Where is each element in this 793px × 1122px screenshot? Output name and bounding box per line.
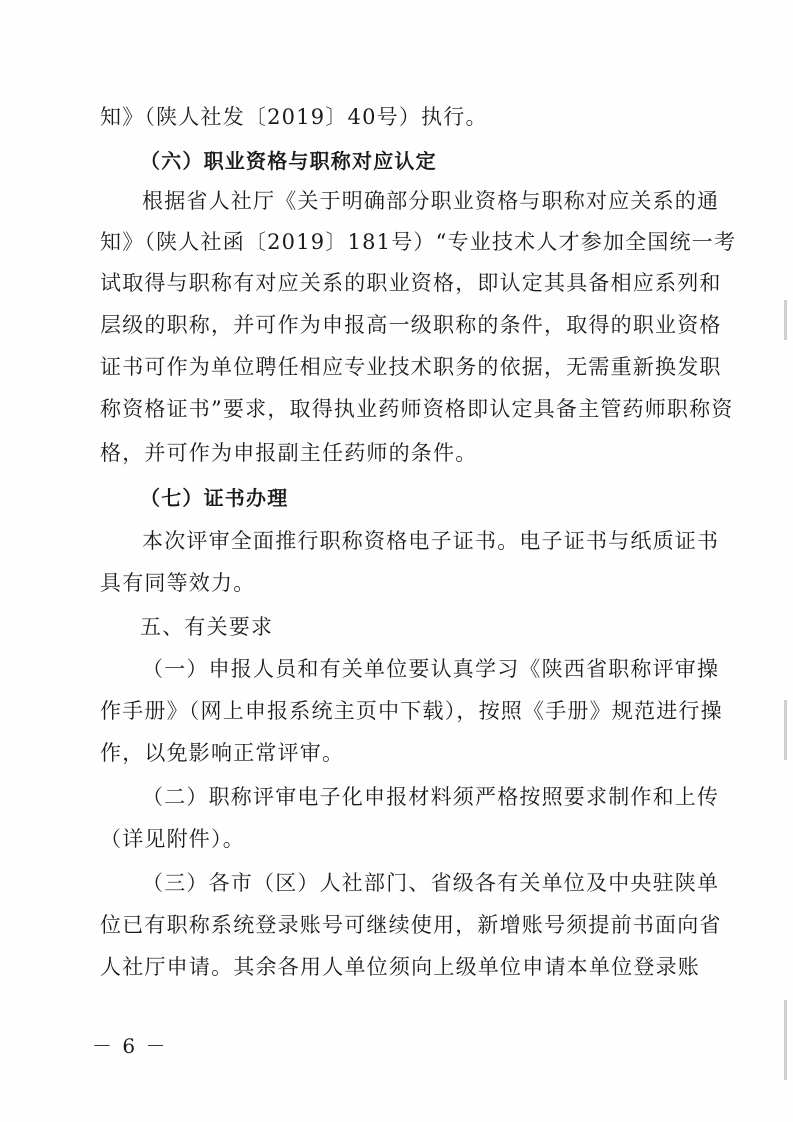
paragraph-line: （详见附件）。 bbox=[100, 827, 245, 851]
section-heading-six: （六）职业资格与职称对应认定 bbox=[140, 149, 437, 173]
paragraph-line: （一）申报人员和有关单位要认真学习《陕西省职称评审操 bbox=[142, 657, 720, 681]
scan-edge-mark bbox=[784, 300, 787, 340]
paragraph-line: 作手册》（网上申报系统主页中下载），按照《手册》规范进行操 bbox=[100, 699, 723, 723]
paragraph-line: 称资格证书”要求，取得执业药师资格即认定具备主管药师职称资 bbox=[100, 397, 734, 421]
scan-edge-mark bbox=[784, 700, 787, 760]
paragraph-line: （二）职称评审电子化申报材料须严格按照要求制作和上传 bbox=[142, 785, 720, 809]
paragraph-line: 具有同等效力。 bbox=[100, 571, 256, 595]
section-heading-seven: （七）证书办理 bbox=[140, 486, 289, 510]
paragraph-line: 试取得与职称有对应关系的职业资格，即认定其具备相应系列和 bbox=[100, 271, 722, 295]
scan-edge-mark bbox=[784, 1000, 787, 1080]
paragraph-line: 层级的职称，并可作为申报高一级职称的条件，取得的职业资格 bbox=[100, 313, 722, 337]
paragraph-line: 根据省人社厅《关于明确部分职业资格与职称对应关系的通 bbox=[142, 189, 720, 213]
paragraph-line: 证书可作为单位聘任相应专业技术职务的依据，无需重新换发职 bbox=[100, 355, 722, 379]
paragraph-line: 位已有职称系统登录账号可继续使用，新增账号须提前书面向省 bbox=[100, 913, 722, 937]
paragraph-line: 人社厅申请。其余各用人单位须向上级单位申请本单位登录账 bbox=[100, 955, 700, 979]
paragraph-line: 格，并可作为申报副主任药师的条件。 bbox=[100, 441, 478, 465]
paragraph-line: 本次评审全面推行职称资格电子证书。电子证书与纸质证书 bbox=[142, 529, 720, 553]
paragraph-line: 作，以免影响正常评审。 bbox=[100, 741, 345, 765]
page-number: － 6 － bbox=[92, 1034, 168, 1058]
paragraph-line: 知》（陕人社函〔2019〕181号）“专业技术人才参加全国统一考 bbox=[100, 230, 737, 254]
paragraph-line: 知》（陕人社发〔2019〕40号）执行。 bbox=[100, 105, 488, 129]
paragraph-line: （三）各市（区）人社部门、省级各有关单位及中央驻陕单 bbox=[142, 871, 720, 895]
section-heading-five: 五、有关要求 bbox=[140, 615, 274, 639]
